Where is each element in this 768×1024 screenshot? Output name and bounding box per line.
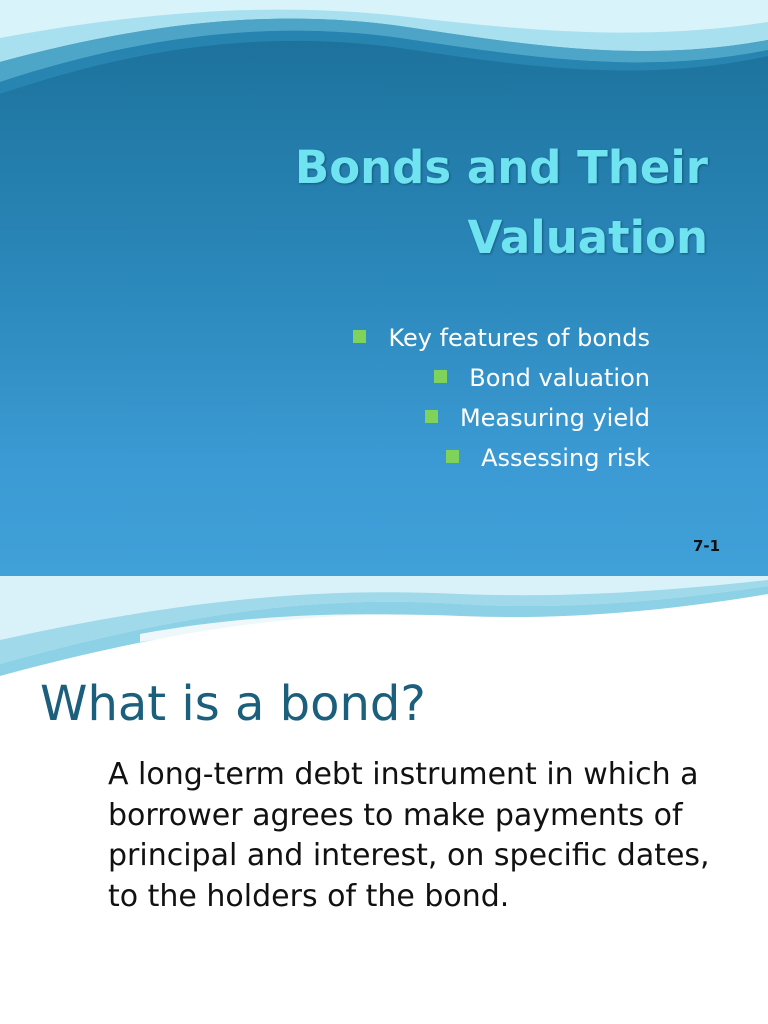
bullet-text: Measuring yield [459,404,650,432]
green-square-bullet-icon [353,330,366,343]
bullet-text: Key features of bonds [388,324,650,352]
slide-number: 7-1 [693,537,721,555]
green-square-bullet-icon [434,370,447,383]
bullet-item [353,318,650,358]
decorative-wave-header [0,0,768,140]
slide-2-title: What is a bond? [40,676,426,732]
slide-1-title-line-2: Valuation [467,211,708,264]
slide-1-title [295,133,708,273]
bullet-item [353,358,650,398]
slide-1-bullet-list [353,318,650,478]
bullet-text: Assessing risk [481,444,650,472]
bullet-item [353,398,650,438]
green-square-bullet-icon [446,450,459,463]
slide-2-body-text: A long-term debt instrument in which a borrower agrees to make payments of principal and interest, on specific dates, to the holders of the bond. [108,757,710,914]
decorative-wave-header [0,576,768,686]
slide-1-title-line-1: Bonds and Their [294,141,708,194]
green-square-bullet-icon [425,410,438,423]
bullet-item [353,438,650,478]
bullet-text: Bond valuation [469,364,650,392]
